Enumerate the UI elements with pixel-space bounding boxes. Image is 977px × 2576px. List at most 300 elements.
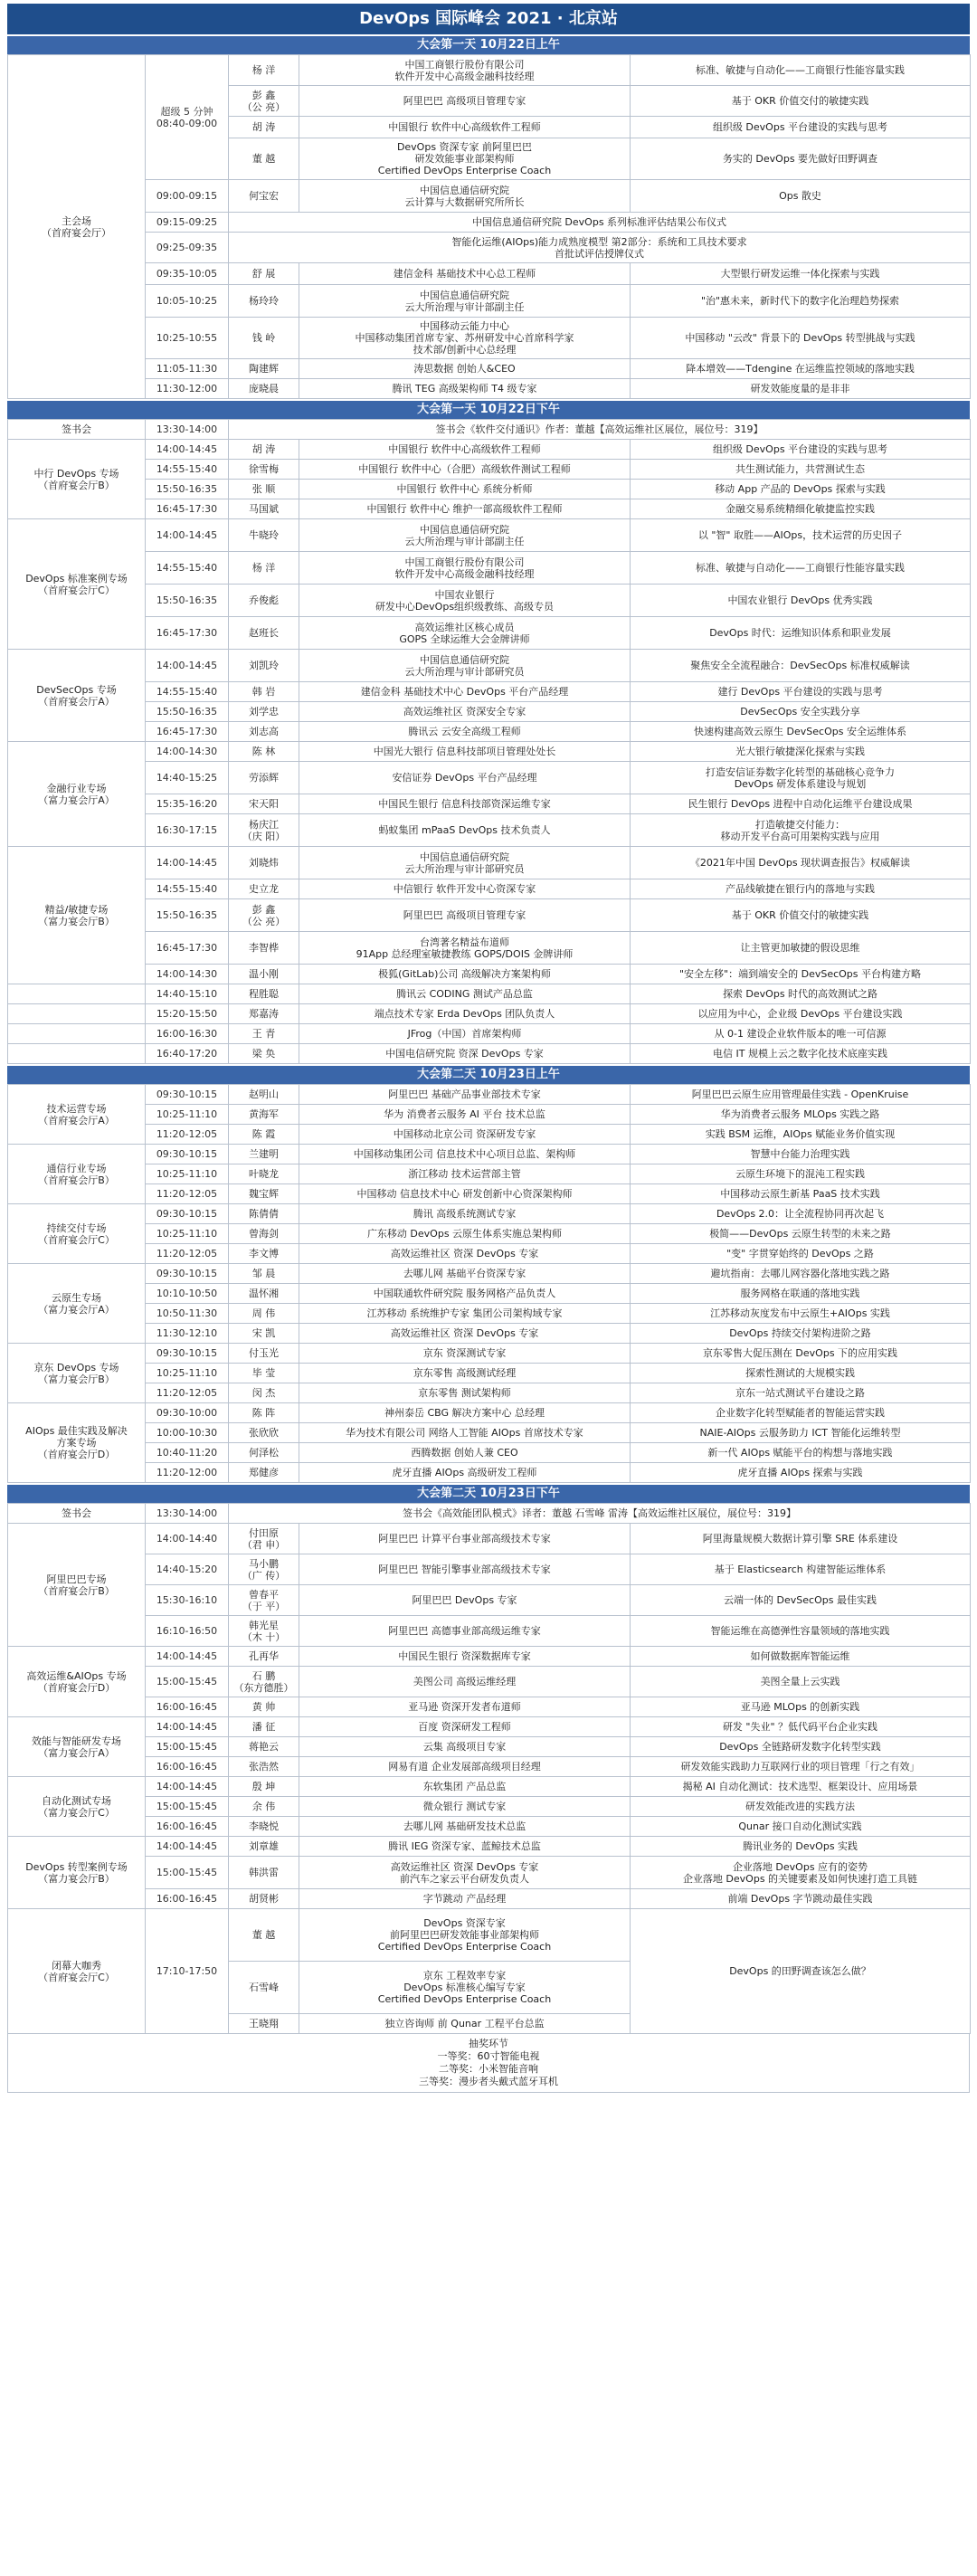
table-row <box>8 682 971 702</box>
company-cell: 云集 高级项目专家 <box>299 1737 631 1757</box>
table-row <box>8 552 971 585</box>
session-table <box>7 419 971 1064</box>
company-cell: 西腾数据 创始人兼 CEO <box>299 1443 631 1463</box>
table-row <box>8 55 971 86</box>
merged-cell: 智能化运维(AIOps)能力成熟度模型 第2部分：系统和工具技术要求 首批试评估授牌仪式 <box>229 233 971 263</box>
table-row <box>8 965 971 984</box>
time-cell: 10:50-11:30 <box>146 1304 229 1324</box>
company-cell: 中国信息通信研究院 云大所治理与审计部研究员 <box>299 650 631 682</box>
company-cell: 涛思数据 创始人&CEO <box>299 359 631 379</box>
company-cell: 中国信息通信研究院 云大所治理与审计部副主任 <box>299 519 631 552</box>
company-cell: 中国电信研究院 资深 DevOps 专家 <box>299 1044 631 1064</box>
speaker-cell: 蒋艳云 <box>229 1737 299 1757</box>
table-row <box>8 1184 971 1204</box>
topic-cell: 大型银行研发运维一体化探索与实践 <box>631 263 971 285</box>
company-cell: 微众银行 测试专家 <box>299 1797 631 1817</box>
time-cell: 11:30-12:00 <box>146 379 229 399</box>
speaker-cell: 陶建辉 <box>229 359 299 379</box>
speaker-cell: 黄 帅 <box>229 1697 299 1717</box>
speaker-cell: 杨 洋 <box>229 552 299 585</box>
table-row <box>8 742 971 762</box>
speaker-cell: 刘晓炜 <box>229 847 299 879</box>
time-cell: 14:55-15:40 <box>146 460 229 480</box>
table-row <box>8 1616 971 1647</box>
table-row <box>8 1125 971 1145</box>
table-row <box>8 814 971 847</box>
speaker-cell: 殷 坤 <box>229 1777 299 1797</box>
table-row <box>8 1585 971 1616</box>
time-cell: 09:15-09:25 <box>146 213 229 233</box>
venue-cell: 持续交付专场 （首府宴会厅C） <box>8 1204 146 1264</box>
topic-cell: 基于 Elasticsearch 构建智能运维体系 <box>631 1554 971 1585</box>
table-row <box>8 1204 971 1224</box>
table-row <box>8 1244 971 1264</box>
topic-cell: 中国农业银行 DevOps 优秀实践 <box>631 585 971 617</box>
company-cell: 安信证券 DevOps 平台产品经理 <box>299 762 631 794</box>
venue-cell <box>8 1024 146 1044</box>
company-cell: 高效运维社区 资深 DevOps 专家 <box>299 1324 631 1344</box>
speaker-cell: 舒 展 <box>229 263 299 285</box>
time-cell: 15:00-15:45 <box>146 1797 229 1817</box>
table-row <box>8 702 971 722</box>
time-cell: 16:45-17:30 <box>146 932 229 965</box>
speaker-cell: 韩洪雷 <box>229 1857 299 1889</box>
venue-cell: 中行 DevOps 专场 （首府宴会厅B） <box>8 440 146 519</box>
speaker-cell: 钱 岭 <box>229 318 299 359</box>
time-cell: 09:30-10:15 <box>146 1085 229 1105</box>
speaker-cell: 王 青 <box>229 1024 299 1044</box>
table-row <box>8 932 971 965</box>
company-cell: 建信金科 基础技术中心总工程师 <box>299 263 631 285</box>
time-cell: 16:45-17:30 <box>146 499 229 519</box>
table-row <box>8 379 971 399</box>
table-row <box>8 1797 971 1817</box>
table-row <box>8 318 971 359</box>
venue-cell: 通信行业专场 （首府宴会厅B） <box>8 1145 146 1204</box>
company-cell: 中国民生银行 信息科技部资深运维专家 <box>299 794 631 814</box>
time-cell: 09:30-10:15 <box>146 1204 229 1224</box>
speaker-cell: 余 伟 <box>229 1797 299 1817</box>
topic-cell: 新一代 AIOps 赋能平台的构想与落地实践 <box>631 1443 971 1463</box>
session-table <box>7 1503 971 2034</box>
company-cell: 中国移动北京公司 资深研发专家 <box>299 1125 631 1145</box>
time-cell: 14:00-14:45 <box>146 519 229 552</box>
schedule-table-container <box>7 34 970 2034</box>
table-row <box>8 722 971 742</box>
time-cell: 14:55-15:40 <box>146 682 229 702</box>
company-cell: 网易有道 企业发展部高级项目经理 <box>299 1757 631 1777</box>
table-row <box>8 519 971 552</box>
table-row <box>8 1044 971 1064</box>
time-cell: 14:55-15:40 <box>146 879 229 899</box>
speaker-cell: 石 鹏 （东方德胜） <box>229 1667 299 1697</box>
speaker-cell: 何宝宏 <box>229 180 299 213</box>
company-cell: 京东 资深测试专家 <box>299 1344 631 1364</box>
table-row <box>8 650 971 682</box>
company-cell: 中国银行 软件中心 系统分析师 <box>299 480 631 499</box>
merged-cell: 签书会《软件交付通识》作者：董越【高效运维社区展位，展位号：319】 <box>229 420 971 440</box>
time-cell: 15:30-16:10 <box>146 1585 229 1616</box>
topic-cell: DevOps 2.0：让全流程协同再次起飞 <box>631 1204 971 1224</box>
table-row <box>8 1647 971 1667</box>
topic-cell: 打造安信证券数字化转型的基础核心竞争力 DevOps 研发体系建设与规划 <box>631 762 971 794</box>
venue-cell: DevOps 转型案例专场 （富力宴会厅B） <box>8 1837 146 1909</box>
topic-cell: 研发效能实践助力互联网行业的项目管理「行之有效」 <box>631 1757 971 1777</box>
speaker-cell: 赵明山 <box>229 1085 299 1105</box>
table-row <box>8 1085 971 1105</box>
time-cell: 16:00-16:45 <box>146 1889 229 1909</box>
time-cell: 15:20-15:50 <box>146 1004 229 1024</box>
topic-cell: 企业数字化转型赋能者的智能运营实践 <box>631 1403 971 1423</box>
venue-cell: 金融行业专场 （富力宴会厅A） <box>8 742 146 847</box>
speaker-cell: 陈 林 <box>229 742 299 762</box>
topic-cell: 研发效能度量的是非非 <box>631 379 971 399</box>
time-cell: 11:20-12:05 <box>146 1184 229 1204</box>
time-cell: 14:00-14:45 <box>146 847 229 879</box>
time-cell: 11:20-12:05 <box>146 1125 229 1145</box>
topic-cell: DevSecOps 安全实践分享 <box>631 702 971 722</box>
speaker-cell: 马小鹏 （广 传） <box>229 1554 299 1585</box>
table-row <box>8 1757 971 1777</box>
table-row <box>8 1554 971 1585</box>
company-cell: 中国银行 软件中心高级软件工程师 <box>299 117 631 138</box>
topic-cell: 建行 DevOps 平台建设的实践与思考 <box>631 682 971 702</box>
company-cell: 京东 工程效率专家 DevOps 标准核心编写专家 Certified DevOps Enterprise Coach <box>299 1962 631 2014</box>
topic-cell: 聚焦安全全流程融合：DevSecOps 标准权威解读 <box>631 650 971 682</box>
company-cell: 阿里巴巴 高级项目管理专家 <box>299 86 631 117</box>
topic-cell: 京东零售大促压测在 DevOps 下的应用实践 <box>631 1344 971 1364</box>
company-cell: 中国工商银行股份有限公司 软件开发中心高级金融科技经理 <box>299 552 631 585</box>
company-cell: 京东零售 高级测试经理 <box>299 1364 631 1383</box>
company-cell: 中国联通软件研究院 服务网格产品负责人 <box>299 1284 631 1304</box>
time-cell: 15:50-16:35 <box>146 585 229 617</box>
speaker-cell: 胡贤彬 <box>229 1889 299 1909</box>
topic-cell: DevOps 的田野调查该怎么做？ <box>631 1909 971 2034</box>
company-cell: 中国信息通信研究院 云大所治理与审计部副主任 <box>299 285 631 318</box>
topic-cell: 电信 IT 规模上云之数字化技术底座实践 <box>631 1044 971 1064</box>
time-cell: 11:05-11:30 <box>146 359 229 379</box>
topic-cell: 智能运维在高德弹性容量领域的落地实践 <box>631 1616 971 1647</box>
topic-cell: 中国移动 "云改" 背景下的 DevOps 转型挑战与实践 <box>631 318 971 359</box>
topic-cell: 打造敏捷交付能力： 移动开发平台高可用架构实践与应用 <box>631 814 971 847</box>
company-cell: 中国光大银行 信息科技部项目管理处处长 <box>299 742 631 762</box>
topic-cell: 移动 App 产品的 DevOps 探索与实践 <box>631 480 971 499</box>
time-cell: 16:00-16:45 <box>146 1757 229 1777</box>
speaker-cell: 孔再华 <box>229 1647 299 1667</box>
time-cell: 10:00-10:30 <box>146 1423 229 1443</box>
topic-cell: "治"惠未来，新时代下的数字化治理趋势探索 <box>631 285 971 318</box>
table-row <box>8 617 971 650</box>
section-header: 大会第二天 10月23日下午 <box>7 1483 970 1503</box>
speaker-cell: 韩 岩 <box>229 682 299 702</box>
speaker-cell: 温怀湘 <box>229 1284 299 1304</box>
topic-cell: 京东一站式测试平台建设之路 <box>631 1383 971 1403</box>
speaker-cell: 彭 鑫 （公 亮） <box>229 899 299 932</box>
topic-cell: 标准、敏捷与自动化——工商银行性能容量实践 <box>631 55 971 86</box>
speaker-cell: 赵班长 <box>229 617 299 650</box>
time-cell: 10:25-10:55 <box>146 318 229 359</box>
time-cell: 09:30-10:15 <box>146 1264 229 1284</box>
company-cell: 高效运维社区核心成员 GOPS 全球运维大会金牌讲师 <box>299 617 631 650</box>
time-cell: 09:30-10:15 <box>146 1344 229 1364</box>
company-cell: 独立咨询师 前 Qunar 工程平台总监 <box>299 2014 631 2034</box>
topic-cell: 智慧中台能力治理实践 <box>631 1145 971 1164</box>
time-cell: 10:10-10:50 <box>146 1284 229 1304</box>
table-row <box>8 1524 971 1554</box>
company-cell: 阿里巴巴 基础产品事业部技术专家 <box>299 1085 631 1105</box>
company-cell: 腾讯云 云安全高级工程师 <box>299 722 631 742</box>
company-cell: 神州泰岳 CBG 解决方案中心 总经理 <box>299 1403 631 1423</box>
company-cell: 中国信息通信研究院 云计算与大数据研究所所长 <box>299 180 631 213</box>
venue-cell: 主会场 （首府宴会厅） <box>8 55 146 399</box>
table-row <box>8 1284 971 1304</box>
company-cell: 中国农业银行 研发中心DevOps组织级教练、高级专员 <box>299 585 631 617</box>
time-cell: 13:30-14:00 <box>146 1504 229 1524</box>
speaker-cell: 陈倩倩 <box>229 1204 299 1224</box>
company-cell: 去哪儿网 基础平台资深专家 <box>299 1264 631 1284</box>
topic-cell: 如何做数据库智能运维 <box>631 1647 971 1667</box>
topic-cell: 云原生环境下的混沌工程实践 <box>631 1164 971 1184</box>
company-cell: 中国银行 软件中心 维护一部高级软件工程师 <box>299 499 631 519</box>
time-cell: 15:50-16:35 <box>146 480 229 499</box>
venue-cell: 精益/敏捷专场 （富力宴会厅B） <box>8 847 146 984</box>
table-row <box>8 1105 971 1125</box>
topic-cell: 中国移动云原生新基 PaaS 技术实践 <box>631 1184 971 1204</box>
speaker-cell: 杨 洋 <box>229 55 299 86</box>
topic-cell: Qunar 接口自动化测试实践 <box>631 1817 971 1837</box>
table-row <box>8 1324 971 1344</box>
time-cell: 10:25-11:10 <box>146 1164 229 1184</box>
venue-cell <box>8 984 146 1004</box>
company-cell: 去哪儿网 基础研发技术总监 <box>299 1817 631 1837</box>
speaker-cell: 魏宝辉 <box>229 1184 299 1204</box>
time-cell: 16:10-16:50 <box>146 1616 229 1647</box>
time-cell: 15:50-16:35 <box>146 899 229 932</box>
speaker-cell: 何泽松 <box>229 1443 299 1463</box>
time-cell: 16:00-16:30 <box>146 1024 229 1044</box>
table-row <box>8 359 971 379</box>
venue-cell: 云原生专场 （富力宴会厅A） <box>8 1264 146 1344</box>
company-cell: 中国移动 信息技术中心 研发创新中心资深架构师 <box>299 1184 631 1204</box>
speaker-cell: 郑嘉涛 <box>229 1004 299 1024</box>
topic-cell: 阿里海量规模大数据计算引擎 SRE 体系建设 <box>631 1524 971 1554</box>
company-cell: 中信银行 软件开发中心资深专家 <box>299 879 631 899</box>
speaker-cell: 董 越 <box>229 138 299 180</box>
venue-cell <box>8 1044 146 1064</box>
speaker-cell: 杨玲玲 <box>229 285 299 318</box>
topic-cell: 企业落地 DevOps 应有的姿势 企业落地 DevOps 的关键要素及如何快速打造工具链 <box>631 1857 971 1889</box>
topic-cell: "安全左移"：端到端安全的 DevSecOps 平台构建方略 <box>631 965 971 984</box>
table-row <box>8 1667 971 1697</box>
time-cell: 14:55-15:40 <box>146 552 229 585</box>
speaker-cell: 徐雪梅 <box>229 460 299 480</box>
topic-cell: 快速构建高效云原生 DevSecOps 安全运维体系 <box>631 722 971 742</box>
topic-cell: 标准、敏捷与自动化——工商银行性能容量实践 <box>631 552 971 585</box>
time-cell: 14:00-14:45 <box>146 1717 229 1737</box>
table-row <box>8 1344 971 1364</box>
speaker-cell: 叶晓龙 <box>229 1164 299 1184</box>
company-cell: 中国移动集团公司 信息技术中心项目总监、架构师 <box>299 1145 631 1164</box>
time-cell: 14:00-14:45 <box>146 1647 229 1667</box>
company-cell: DevOps 资深专家 前阿里巴巴 研发效能事业部架构师 Certified DevOps Enterprise Coach <box>299 138 631 180</box>
topic-cell: 金融交易系统精细化敏捷监控实践 <box>631 499 971 519</box>
table-row <box>8 1777 971 1797</box>
table-row <box>8 1304 971 1324</box>
speaker-cell: 史立龙 <box>229 879 299 899</box>
company-cell: 中国民生银行 资深数据库专家 <box>299 1647 631 1667</box>
company-cell: 台湾著名精益布道师 91App 总经理室敏捷教练 GOPS/DOIS 金牌讲师 <box>299 932 631 965</box>
table-row <box>8 847 971 879</box>
table-row <box>8 1889 971 1909</box>
time-cell: 14:00-14:30 <box>146 742 229 762</box>
venue-cell: 高效运维&AIOps 专场 （首府宴会厅D） <box>8 1647 146 1717</box>
time-cell: 16:40-17:20 <box>146 1044 229 1064</box>
company-cell: 广东移动 DevOps 云原生体系实施总架构师 <box>299 1224 631 1244</box>
table-row <box>8 1504 971 1524</box>
speaker-cell: 邹 晨 <box>229 1264 299 1284</box>
venue-cell: 阿里巴巴专场 （首府宴会厅B） <box>8 1524 146 1647</box>
time-cell: 10:05-10:25 <box>146 285 229 318</box>
time-cell: 11:20-12:00 <box>146 1463 229 1483</box>
venue-cell: AIOps 最佳实践及解决 方案专场 （首府宴会厅D） <box>8 1403 146 1483</box>
time-cell: 14:00-14:45 <box>146 440 229 460</box>
speaker-cell: 张欣欣 <box>229 1423 299 1443</box>
table-row <box>8 1717 971 1737</box>
company-cell: 高效运维社区 资深 DevOps 专家 前汽车之家云平台研发负责人 <box>299 1857 631 1889</box>
speaker-cell: 石雪峰 <box>229 1962 299 2014</box>
topic-cell: 《2021年中国 DevOps 现状调查报告》权威解读 <box>631 847 971 879</box>
time-cell: 16:30-17:15 <box>146 814 229 847</box>
table-row <box>8 1024 971 1044</box>
table-row <box>8 1364 971 1383</box>
speaker-cell: 王晓翔 <box>229 2014 299 2034</box>
topic-cell: 组织级 DevOps 平台建设的实践与思考 <box>631 117 971 138</box>
speaker-cell: 胡 涛 <box>229 117 299 138</box>
speaker-cell: 陈 阵 <box>229 1403 299 1423</box>
table-row <box>8 480 971 499</box>
speaker-cell: 杨庆江 （庆 阳） <box>229 814 299 847</box>
table-row <box>8 1817 971 1837</box>
time-cell: 10:40-11:20 <box>146 1443 229 1463</box>
venue-cell <box>8 1004 146 1024</box>
company-cell: 端点技术专家 Erda DevOps 团队负责人 <box>299 1004 631 1024</box>
topic-cell: 探索 DevOps 时代的高效测试之路 <box>631 984 971 1004</box>
venue-cell: 效能与智能研发专场 （富力宴会厅A） <box>8 1717 146 1777</box>
company-cell: 江苏移动 系统维护专家 集团公司架构域专家 <box>299 1304 631 1324</box>
speaker-cell: 刘志高 <box>229 722 299 742</box>
table-row <box>8 1145 971 1164</box>
speaker-cell: 马国斌 <box>229 499 299 519</box>
topic-cell: 避坑指南：去哪儿网容器化落地实践之路 <box>631 1264 971 1284</box>
section-header: 大会第一天 10月22日下午 <box>7 399 970 419</box>
speaker-cell: 梁 奂 <box>229 1044 299 1064</box>
speaker-cell: 庞晓晨 <box>229 379 299 399</box>
table-row <box>8 1004 971 1024</box>
table-row <box>8 499 971 519</box>
section-header: 大会第一天 10月22日上午 <box>7 34 970 54</box>
topic-cell: 前端 DevOps 字节跳动最佳实践 <box>631 1889 971 1909</box>
company-cell: 阿里巴巴 高德事业部高级运维专家 <box>299 1616 631 1647</box>
topic-cell: 研发 "失业" ？低代码平台企业实践 <box>631 1717 971 1737</box>
speaker-cell: 周 伟 <box>229 1304 299 1324</box>
company-cell: 阿里巴巴 高级项目管理专家 <box>299 899 631 932</box>
time-cell: 10:25-11:10 <box>146 1105 229 1125</box>
table-row <box>8 879 971 899</box>
time-cell: 14:00-14:40 <box>146 1524 229 1554</box>
speaker-cell: 牛晓玲 <box>229 519 299 552</box>
time-cell: 11:20-12:05 <box>146 1244 229 1264</box>
speaker-cell: 付玉光 <box>229 1344 299 1364</box>
time-cell: 14:00-14:30 <box>146 965 229 984</box>
venue-cell: 签书会 <box>8 1504 146 1524</box>
company-cell: 中国移动云能力中心 中国移动集团首席专家、苏州研发中心首席科学家 技术部/创新中心总经理 <box>299 318 631 359</box>
company-cell: 字节跳动 产品经理 <box>299 1889 631 1909</box>
speaker-cell: 闵 杰 <box>229 1383 299 1403</box>
time-cell: 11:30-12:10 <box>146 1324 229 1344</box>
table-row <box>8 1403 971 1423</box>
topic-cell: DevOps 持续交付架构进阶之路 <box>631 1324 971 1344</box>
time-cell: 16:45-17:30 <box>146 617 229 650</box>
speaker-cell: 乔俊彪 <box>229 585 299 617</box>
speaker-cell: 劳添辉 <box>229 762 299 794</box>
company-cell: 腾讯 高级系统测试专家 <box>299 1204 631 1224</box>
table-row <box>8 420 971 440</box>
time-cell: 13:30-14:00 <box>146 420 229 440</box>
company-cell: 亚马逊 资深开发者布道师 <box>299 1697 631 1717</box>
speaker-cell: 李智桦 <box>229 932 299 965</box>
table-row <box>8 1264 971 1284</box>
company-cell: 蚂蚁集团 mPaaS DevOps 技术负责人 <box>299 814 631 847</box>
topic-cell: 以 "智" 取胜——AIOps，技术运营的历史因子 <box>631 519 971 552</box>
topic-cell: 基于 OKR 价值交付的敏捷实践 <box>631 899 971 932</box>
table-row <box>8 984 971 1004</box>
page-title: DevOps 国际峰会 2021 · 北京站 <box>7 4 970 34</box>
company-cell: 百度 资深研发工程师 <box>299 1717 631 1737</box>
time-cell: 14:40-15:25 <box>146 762 229 794</box>
table-row <box>8 1383 971 1403</box>
table-row <box>8 233 971 263</box>
speaker-cell: 曾春平 （于 平） <box>229 1585 299 1616</box>
time-cell: 15:00-15:45 <box>146 1857 229 1889</box>
speaker-cell: 刘章雄 <box>229 1837 299 1857</box>
company-cell: 虎牙直播 AIOps 高级研发工程师 <box>299 1463 631 1483</box>
time-cell: 09:30-10:00 <box>146 1403 229 1423</box>
topic-cell: 揭秘 AI 自动化测试：技术选型、框架设计、应用场景 <box>631 1777 971 1797</box>
time-cell: 14:00-14:45 <box>146 1777 229 1797</box>
speaker-cell: 彭 鑫 （公 亮） <box>229 86 299 117</box>
time-cell: 10:25-11:10 <box>146 1224 229 1244</box>
topic-cell: 让主管更加敏捷的假设思维 <box>631 932 971 965</box>
topic-cell: 极简——DevOps 云原生转型的未来之路 <box>631 1224 971 1244</box>
table-row <box>8 1463 971 1483</box>
topic-cell: NAIE-AIOps 云服务助力 ICT 智能化运维转型 <box>631 1423 971 1443</box>
time-cell: 15:35-16:20 <box>146 794 229 814</box>
company-cell: 阿里巴巴 计算平台事业部高级技术专家 <box>299 1524 631 1554</box>
time-cell: 14:40-15:20 <box>146 1554 229 1585</box>
company-cell: 腾讯 IEG 资深专家、蓝鲸技术总监 <box>299 1837 631 1857</box>
company-cell: 阿里巴巴 DevOps 专家 <box>299 1585 631 1616</box>
topic-cell: "变" 字贯穿始终的 DevOps 之路 <box>631 1244 971 1264</box>
topic-cell: 实践 BSM 运维，AIOps 赋能业务价值实现 <box>631 1125 971 1145</box>
company-cell: 腾讯 TEG 高级架构师 T4 级专家 <box>299 379 631 399</box>
venue-cell: 闭幕大咖秀 （首府宴会厅C） <box>8 1909 146 2034</box>
topic-cell: 降本增效——Tdengine 在运维监控领域的落地实践 <box>631 359 971 379</box>
topic-cell: 云端一体的 DevSecOps 最佳实践 <box>631 1585 971 1616</box>
company-cell: 美图公司 高级运维经理 <box>299 1667 631 1697</box>
company-cell: 中国工商银行股份有限公司 软件开发中心高级金融科技经理 <box>299 55 631 86</box>
time-cell: 09:25-09:35 <box>146 233 229 263</box>
topic-cell: 组织级 DevOps 平台建设的实践与思考 <box>631 440 971 460</box>
